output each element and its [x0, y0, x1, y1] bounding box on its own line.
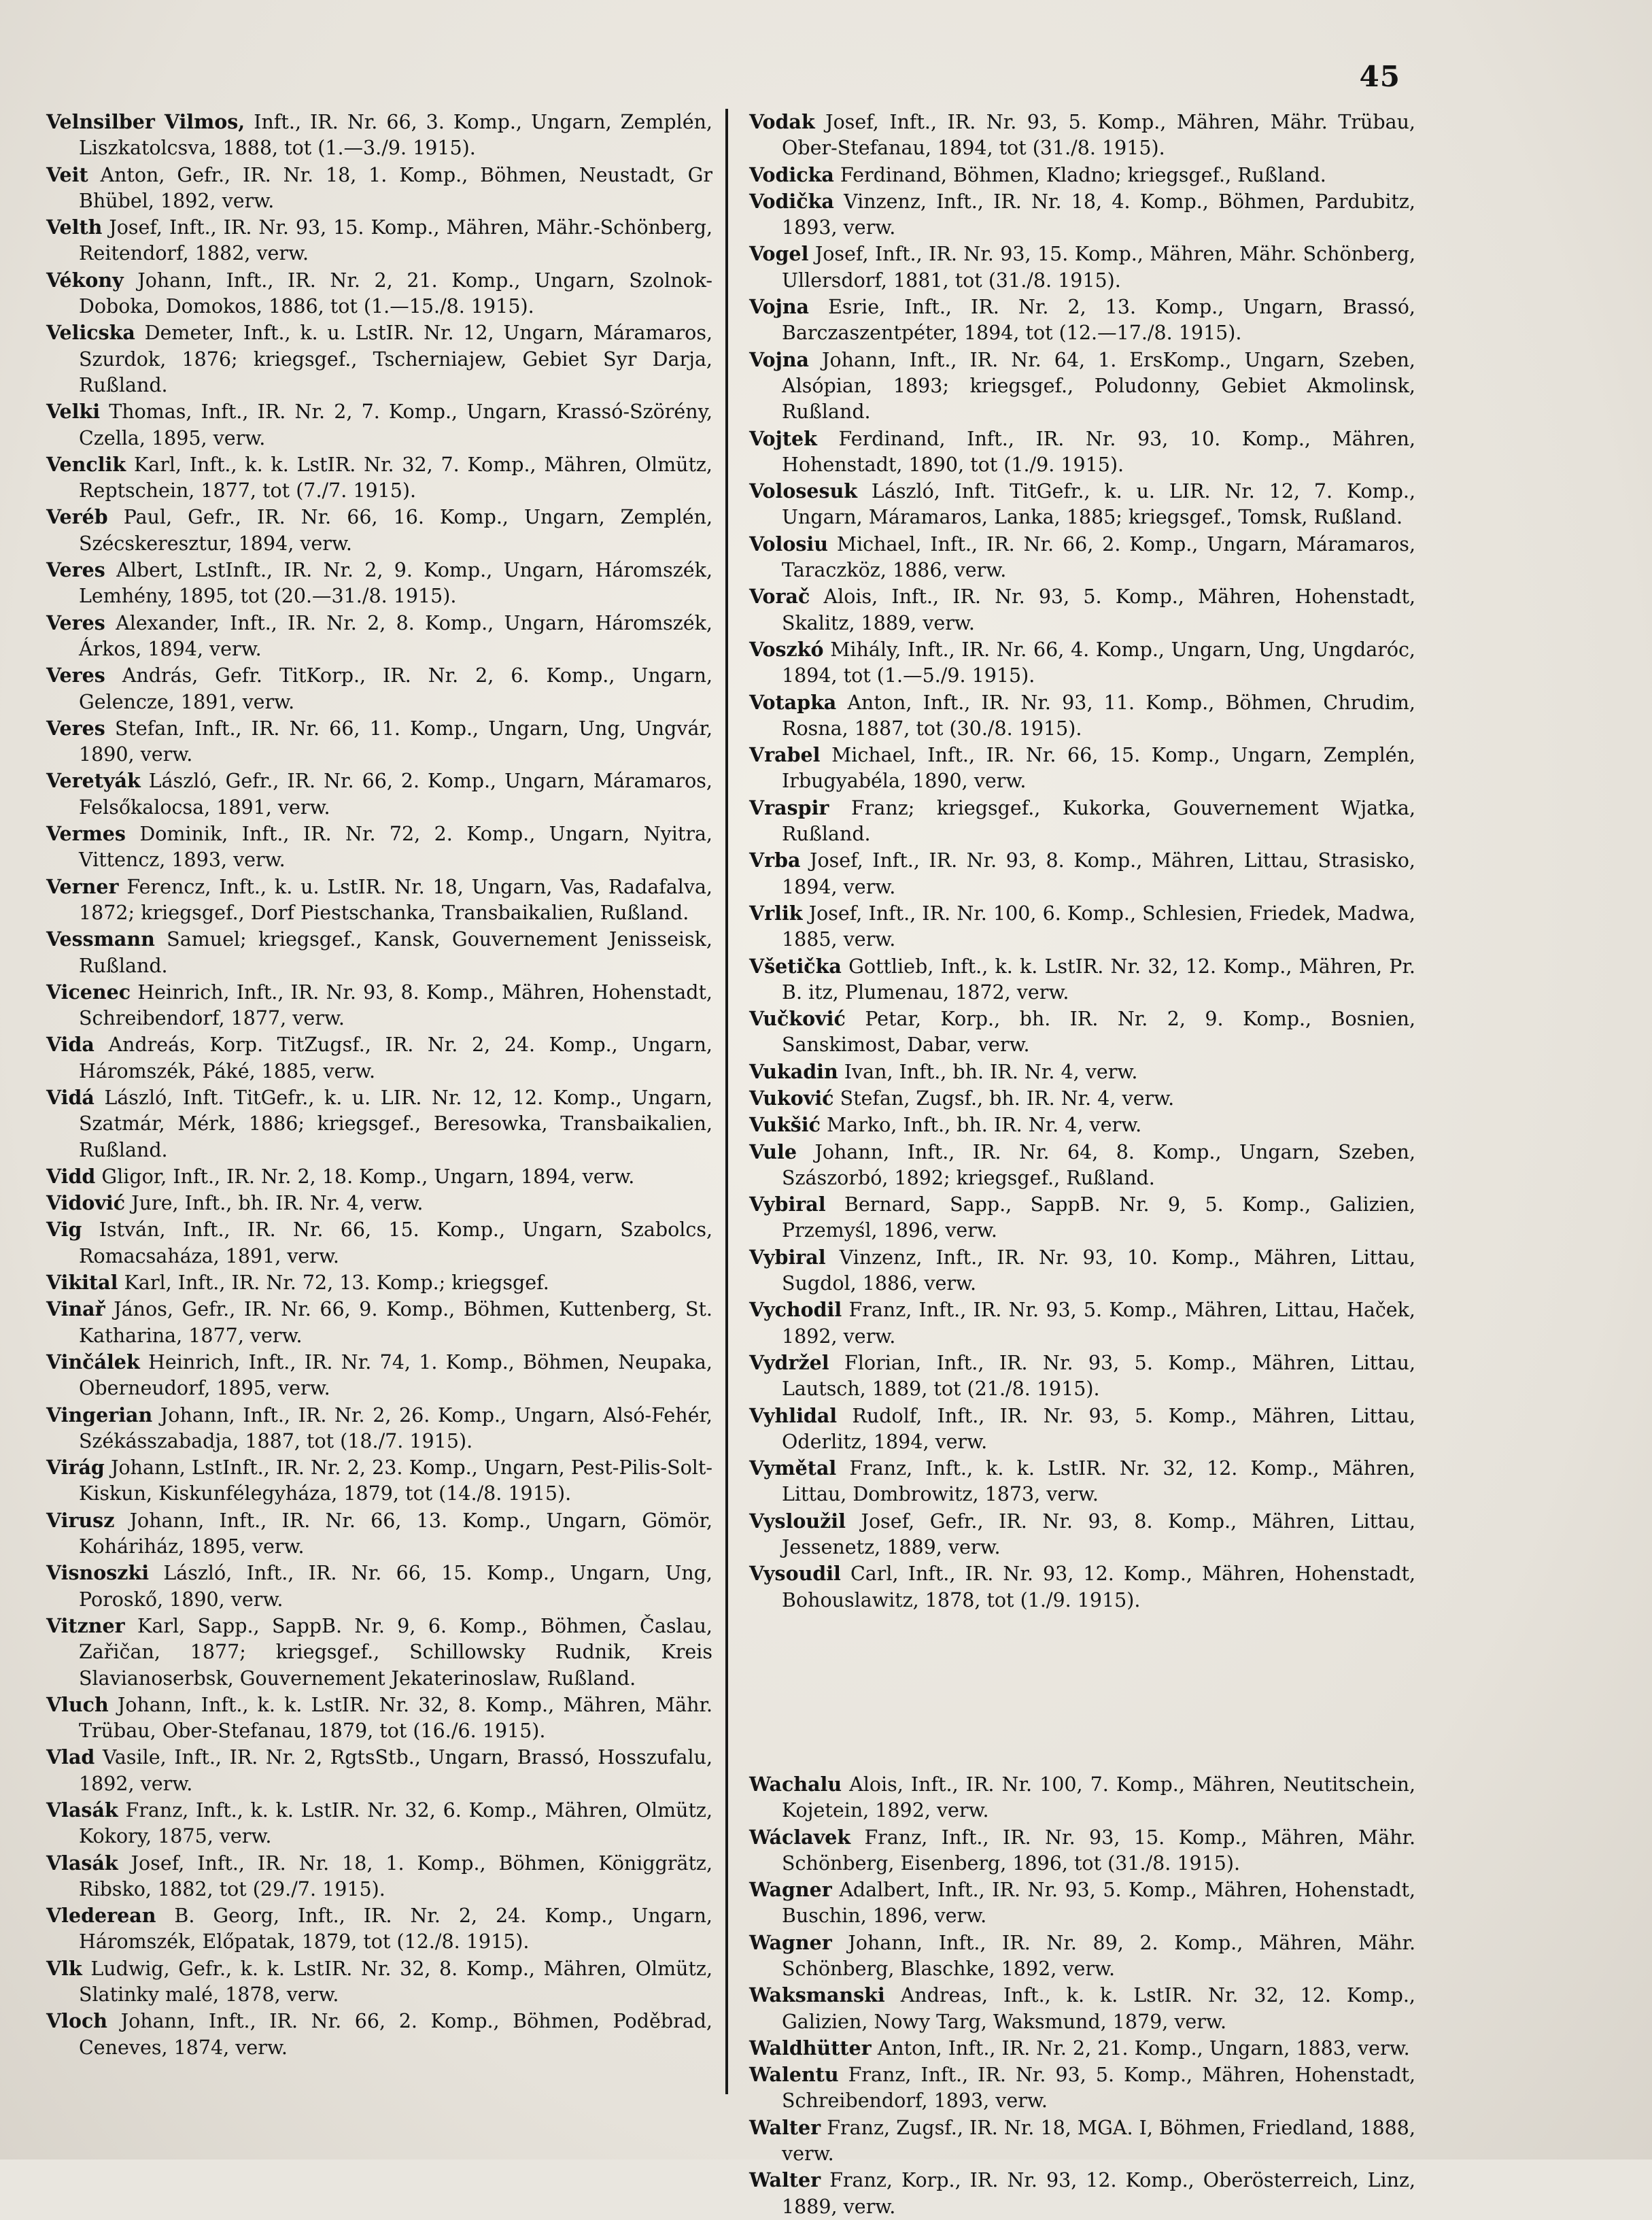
entry-details: Dominik, Inft., IR. Nr. 72, 2. Komp., Ungarn, Nyitra, Vittencz, 1893, verw.: [79, 823, 712, 872]
entry-surname: Vinčálek: [46, 1350, 140, 1373]
register-entry: [749, 1006, 1415, 1059]
register-entry: [46, 398, 712, 451]
entry-surname: Vessmann: [46, 927, 155, 951]
entry-details: Florian, Inft., IR. Nr. 93, 5. Komp., Mähren, Littau, Lautsch, 1889, tot (21./8. 1915).: [782, 1351, 1416, 1401]
right-column: [749, 109, 1415, 2220]
register-entry: [749, 1508, 1415, 1561]
register-entry: [749, 583, 1415, 636]
entry-details: Johann, Inft., IR. Nr. 64, 1. ErsKomp., Ungarn, Szeben, Alsópian, 1893; kriegsgef., Poludonny, Gebiet Akmolinsk, Rußland.: [782, 348, 1415, 424]
register-entry: [749, 162, 1415, 188]
register-entry: [46, 2008, 712, 2061]
entry-details: Thomas, Inft., IR. Nr. 2, 7. Komp., Ungarn, Krassó-Szörény, Czella, 1895, verw.: [79, 400, 712, 449]
entry-details: Carl, Inft., IR. Nr. 93, 12. Komp., Mähren, Hohenstadt, Bohouslawitz, 1878, tot (1./9. 1915).: [782, 1562, 1415, 1611]
entry-surname: Vingerian: [46, 1403, 153, 1427]
register-entry: [46, 504, 712, 557]
entry-surname: Walter: [749, 2115, 821, 2139]
entry-surname: Vrba: [749, 849, 801, 872]
entry-surname: Virusz: [46, 1508, 115, 1532]
entry-surname: Vig: [46, 1218, 82, 1242]
register-entry: [749, 1297, 1415, 1350]
register-entry: [46, 451, 712, 505]
page-number: 45: [1359, 60, 1400, 93]
entry-surname: Velnsilber Vilmos,: [46, 110, 245, 133]
entry-surname: Vojna: [749, 295, 810, 319]
entry-surname: Vojna: [749, 347, 810, 371]
entry-details: Johann, Inft., k. k. LstIR. Nr. 32, 8. Komp., Mähren, Mähr. Trübau, Ober-Stefanau, 1879, tot (16./6. 1915).: [79, 1693, 712, 1743]
register-entry: [46, 610, 712, 663]
entry-surname: Visnoszki: [46, 1561, 150, 1585]
entry-surname: Vlad: [46, 1745, 95, 1769]
entry-surname: Vodak: [749, 110, 815, 133]
register-entry: [46, 1454, 712, 1507]
entry-details: Josef, Inft., IR. Nr. 93, 5. Komp., Mähren, Mähr. Trübau, Ober-Stefanau, 1894, tot (31./8. 1915).: [782, 111, 1415, 160]
entry-details: Vinzenz, Inft., IR. Nr. 18, 4. Komp., Böhmen, Pardubitz, 1893, verw.: [782, 190, 1415, 239]
entry-details: Inft., IR. Nr. 66, 3. Komp., Ungarn, Zemplén, Liszkatolcsva, 1888, tot (1.—3./9. 1915).: [79, 111, 712, 160]
register-entry: [46, 874, 712, 927]
register-entry: [749, 1455, 1415, 1508]
register-entry: [749, 347, 1415, 426]
entry-details: Johann, LstInft., IR. Nr. 2, 23. Komp., Ungarn, Pest-Pilis-Solt-Kiskun, Kiskunfélegyháza, 1879, tot (14./8. 1915).: [79, 1456, 712, 1505]
entry-surname: Vloch: [46, 2009, 108, 2033]
column-divider: [725, 109, 728, 2094]
register-entry: [749, 2167, 1415, 2220]
entry-surname: Vodicka: [749, 163, 834, 186]
entry-details: Josef, Inft., IR. Nr. 93, 15. Komp., Mähren, Mähr. Schönberg, Ullersdorf, 1881, tot (31./8. 1915).: [782, 243, 1416, 292]
entry-surname: Votapka: [749, 690, 837, 714]
entry-surname: Veres: [46, 664, 105, 687]
entry-details: Josef, Inft., IR. Nr. 93, 8. Komp., Mähren, Littau, Strasisko, 1894, verw.: [782, 849, 1415, 898]
entry-details: B. Georg, Inft., IR. Nr. 2, 24. Komp., Ungarn, Háromszék, Előpatak, 1879, tot (12./8. 1915).: [79, 1905, 712, 1953]
entry-details: Johann, Inft., IR. Nr. 2, 21. Komp., Ungarn, Szolnok-Doboka, Domokos, 1886, tot (1.—15./8. 1915).: [79, 269, 713, 318]
entry-details: Gottlieb, Inft., k. k. LstIR. Nr. 32, 12. Komp., Mähren, Pr. B. itz, Plumenau, 1872, verw.: [782, 955, 1415, 1004]
entry-details: Ivan, Inft., bh. IR. Nr. 4, verw.: [844, 1060, 1138, 1083]
entry-details: László, Gefr., IR. Nr. 66, 2. Komp., Ungarn, Máramaros, Felsőkalocsa, 1891, verw.: [79, 770, 712, 819]
left-column: [46, 109, 712, 2061]
register-entry: [46, 1692, 712, 1745]
register-entry: [749, 1560, 1415, 1613]
entry-details: Samuel; kriegsgef., Kansk, Gouvernement Jenisseisk, Rußland.: [79, 928, 712, 977]
register-entry: [749, 900, 1415, 953]
entry-surname: Wáclavek: [749, 1825, 851, 1849]
entry-details: Albert, LstInft., IR. Nr. 2, 9. Komp., Ungarn, Háromszék, Lemhény, 1895, tot (20.—31./8. 1915).: [79, 559, 712, 608]
entry-surname: Walter: [749, 2168, 821, 2192]
entry-details: Johann, Inft., IR. Nr. 2, 26. Komp., Ungarn, Alsó-Fehér, Székásszabadja, 1887, tot (18./7. 1915).: [79, 1403, 712, 1452]
entry-surname: Venclik: [46, 452, 126, 476]
entry-details: László, Inft. TitGefr., k. u. LIR. Nr. 12, 12. Komp., Ungarn, Szatmár, Mérk, 1886; kriegsgef., Beresowka, Transbaikalien, Rußland.: [79, 1086, 712, 1161]
entry-details: Alois, Inft., IR. Nr. 93, 5. Komp., Mähren, Hohenstadt, Skalitz, 1889, verw.: [782, 585, 1415, 634]
register-entry: [46, 320, 712, 398]
entry-surname: Walentu: [749, 2063, 839, 2087]
entry-details: Johann, Inft., IR. Nr. 66, 2. Komp., Böhmen, Poděbrad, Ceneves, 1874, verw.: [79, 2010, 712, 2059]
entry-surname: Vysloužil: [749, 1509, 846, 1533]
entry-surname: Wagner: [749, 1930, 832, 1954]
register-entry: [46, 1613, 712, 1692]
entry-surname: Verner: [46, 874, 119, 898]
entry-surname: Vukšić: [749, 1113, 821, 1137]
entry-surname: Vybiral: [749, 1193, 826, 1216]
register-entry: [749, 1139, 1415, 1192]
entry-details: Demeter, Inft., k. u. LstIR. Nr. 12, Ungarn, Máramaros, Szurdok, 1876; kriegsgef., Tscherniajew, Gebiet Syr Darja, Rußland.: [79, 322, 713, 396]
register-entry: [46, 1507, 712, 1560]
entry-surname: Vogel: [749, 242, 809, 266]
register-entry: [749, 847, 1415, 900]
register-entry: [749, 1877, 1415, 1930]
register-entry: [46, 1956, 712, 2009]
entry-details: Franz, Inft., IR. Nr. 93, 15. Komp., Mähren, Mähr. Schönberg, Eisenberg, 1896, tot (31./8. 1915).: [782, 1826, 1416, 1875]
entry-details: Karl, Inft., IR. Nr. 72, 13. Komp.; kriegsgef.: [124, 1271, 549, 1295]
register-entry: [46, 1349, 712, 1402]
register-entry: [749, 1930, 1415, 1983]
entry-details: János, Gefr., IR. Nr. 66, 9. Komp., Böhmen, Kuttenberg, St. Katharina, 1877, verw.: [79, 1298, 712, 1347]
register-entry: [46, 662, 712, 715]
register-entry: [46, 267, 712, 320]
entry-details: Josef, Inft., IR. Nr. 93, 15. Komp., Mähren, Mähr.-Schönberg, Reitendorf, 1882, verw.: [79, 216, 713, 265]
entry-surname: Vlasák: [46, 1851, 118, 1875]
entry-surname: Vidd: [46, 1164, 96, 1188]
register-entry: [46, 1269, 712, 1296]
register-entry: [749, 1059, 1415, 1085]
entry-surname: Virág: [46, 1456, 105, 1480]
entry-surname: Vitzner: [46, 1613, 125, 1637]
entry-details: László, Inft. TitGefr., k. u. LIR. Nr. 12, 7. Komp., Ungarn, Máramaros, Lanka, 1885; kriegsgef., Tomsk, Rußland.: [782, 480, 1415, 529]
entry-details: Heinrich, Inft., IR. Nr. 93, 8. Komp., Mähren, Hohenstadt, Schreibendorf, 1877, verw.: [79, 980, 712, 1030]
entry-details: Johann, Inft., IR. Nr. 64, 8. Komp., Ungarn, Szeben, Szászorbó, 1892; kriegsgef., Rußland.: [782, 1140, 1416, 1189]
register-entry: [749, 241, 1415, 294]
entry-details: Anton, Inft., IR. Nr. 93, 11. Komp., Böhmen, Chrudim, Rosna, 1887, tot (30./8. 1915).: [782, 691, 1415, 740]
register-entry: [46, 1850, 712, 1903]
entry-details: Andreás, Korp. TitZugsf., IR. Nr. 2, 24. Komp., Ungarn, Háromszék, Páké, 1885, verw.: [79, 1034, 712, 1082]
register-entry: [749, 426, 1415, 479]
register-entry: [46, 1190, 712, 1216]
register-entry: [46, 715, 712, 768]
entry-details: Jure, Inft., bh. IR. Nr. 4, verw.: [131, 1192, 424, 1215]
entry-details: Petar, Korp., bh. IR. Nr. 2, 9. Komp., Bosnien, Sanskimost, Dabar, verw.: [782, 1008, 1416, 1057]
entry-surname: Velicska: [46, 321, 135, 345]
register-entry: [46, 1296, 712, 1349]
entry-surname: Vučković: [749, 1007, 846, 1031]
register-entry: [46, 109, 712, 162]
entry-details: Franz, Inft., IR. Nr. 93, 5. Komp., Mähren, Littau, Haček, 1892, verw.: [782, 1299, 1415, 1348]
register-entry: [749, 953, 1415, 1006]
entry-surname: Vymětal: [749, 1456, 837, 1480]
register-entry: [749, 795, 1415, 848]
entry-details: Bernard, Sapp., SappB. Nr. 9, 5. Komp., Galizien, Przemyśl, 1896, verw.: [782, 1193, 1415, 1242]
register-entry: [749, 294, 1415, 347]
entry-surname: Voszkó: [749, 637, 824, 661]
entry-surname: Vysoudil: [749, 1562, 841, 1586]
register-entry: [749, 109, 1415, 162]
register-entry: [749, 1403, 1415, 1456]
entry-surname: Vraspir: [749, 796, 829, 819]
entry-details: Heinrich, Inft., IR. Nr. 74, 1. Komp., Böhmen, Neupaka, Oberneudorf, 1895, verw.: [79, 1350, 712, 1400]
register-entry: [46, 1797, 712, 1850]
entry-surname: Veres: [46, 558, 105, 582]
entry-surname: Vuković: [749, 1086, 834, 1110]
entry-details: Ferdinand, Inft., IR. Nr. 93, 10. Komp., Mähren, Hohenstadt, 1890, tot (1./9. 1915).: [782, 427, 1416, 476]
entry-surname: Vlk: [46, 1956, 82, 1980]
entry-details: Franz, Inft., k. k. LstIR. Nr. 32, 6. Komp., Mähren, Olmütz, Kokory, 1875, verw.: [79, 1799, 713, 1848]
entry-surname: Volosesuk: [749, 479, 858, 503]
register-entry: [46, 1163, 712, 1190]
entry-surname: Vrabel: [749, 743, 821, 767]
entry-details: Vinzenz, Inft., IR. Nr. 93, 10. Komp., Mähren, Littau, Sugdol, 1886, verw.: [782, 1246, 1416, 1295]
entry-details: Mihály, Inft., IR. Nr. 66, 4. Komp., Ungarn, Ung, Ungdaróc, 1894, tot (1.—5./9. 1915).: [782, 638, 1415, 687]
register-entry: [749, 1244, 1415, 1297]
entry-details: Josef, Inft., IR. Nr. 100, 6. Komp., Schlesien, Friedek, Madwa, 1885, verw.: [782, 902, 1415, 951]
entry-details: Alexander, Inft., IR. Nr. 2, 8. Komp., Ungarn, Háromszék, Árkos, 1894, verw.: [79, 611, 712, 660]
register-entry: [749, 1771, 1415, 1824]
register-entry: [46, 1216, 712, 1269]
entry-details: Adalbert, Inft., IR. Nr. 93, 5. Komp., Mähren, Hohenstadt, Buschin, 1896, verw.: [782, 1879, 1415, 1928]
entry-details: Ludwig, Gefr., k. k. LstIR. Nr. 32, 8. Komp., Mähren, Olmütz, Slatinky malé, 1878, verw.: [79, 1957, 712, 2006]
entry-details: Stefan, Inft., IR. Nr. 66, 11. Komp., Ungarn, Ung, Ungvár, 1890, verw.: [79, 717, 712, 766]
entry-details: Johann, Inft., IR. Nr. 66, 13. Komp., Ungarn, Gömör, Koháriház, 1895, verw.: [79, 1509, 713, 1558]
entry-details: Karl, Inft., k. k. LstIR. Nr. 32, 7. Komp., Mähren, Olmütz, Reptschein, 1877, tot (7./7. 1915).: [79, 453, 712, 502]
entry-details: Franz, Inft., IR. Nr. 93, 5. Komp., Mähren, Hohenstadt, Schreibendorf, 1893, verw.: [782, 2064, 1416, 2113]
entry-surname: Veretyák: [46, 769, 141, 793]
entry-details: Michael, Inft., IR. Nr. 66, 15. Komp., Ungarn, Zemplén, Irbugyabéla, 1890, verw.: [782, 744, 1415, 793]
entry-surname: Vydržel: [749, 1350, 829, 1374]
entry-surname: Veréb: [46, 505, 108, 529]
entry-surname: Vrlik: [749, 901, 803, 925]
entry-surname: Vlederean: [46, 1904, 156, 1928]
entry-details: Karl, Sapp., SappB. Nr. 9, 6. Komp., Böhmen, Časlau, Zařičan, 1877; kriegsgef., Schillowsky Rudnik, Kreis Slavianoserbsk, Gouvernement Jekaterinoslaw, Rußland.: [79, 1614, 712, 1690]
entry-surname: Velth: [46, 216, 103, 239]
register-entry: [749, 1191, 1415, 1244]
entry-details: Stefan, Zugsf., bh. IR. Nr. 4, verw.: [840, 1087, 1175, 1110]
entry-surname: Vorač: [749, 585, 810, 609]
register-entry: [46, 979, 712, 1032]
register-entry: [46, 1902, 712, 1956]
entry-surname: Vinař: [46, 1297, 105, 1321]
entry-details: Marko, Inft., bh. IR. Nr. 4, verw.: [827, 1114, 1142, 1137]
entry-surname: Vikital: [46, 1271, 118, 1295]
register-entry: [749, 2035, 1415, 2062]
entry-details: Josef, Gefr., IR. Nr. 93, 8. Komp., Mähren, Littau, Jessenetz, 1889, verw.: [782, 1509, 1416, 1559]
entry-surname: Wachalu: [749, 1772, 842, 1796]
entry-surname: Vukadin: [749, 1059, 838, 1083]
register-entry: [749, 689, 1415, 742]
register-entry: [749, 1085, 1415, 1112]
entry-surname: Volosiu: [749, 532, 828, 556]
entry-surname: Vodička: [749, 189, 834, 213]
entry-surname: Waldhütter: [749, 2036, 872, 2060]
entry-surname: Velki: [46, 400, 101, 424]
register-entry: [46, 821, 712, 874]
register-entry: [46, 768, 712, 821]
entry-details: Franz, Zugsf., IR. Nr. 18, MGA. I, Böhmen, Friedland, 1888, verw.: [782, 2116, 1415, 2166]
entry-surname: Vida: [46, 1033, 94, 1057]
entry-surname: Veres: [46, 716, 105, 740]
entry-surname: Vlasák: [46, 1798, 118, 1822]
entry-surname: Vyhlidal: [749, 1403, 838, 1427]
entry-details: Ferdinand, Böhmen, Kladno; kriegsgef., Rußland.: [840, 163, 1326, 186]
entry-details: Gligor, Inft., IR. Nr. 2, 18. Komp., Ungarn, 1894, verw.: [101, 1165, 635, 1188]
entry-details: Rudolf, Inft., IR. Nr. 93, 5. Komp., Mähren, Littau, Oderlitz, 1894, verw.: [782, 1404, 1415, 1453]
register-entry: [46, 1402, 712, 1455]
register-entry: [749, 636, 1415, 689]
register-entry: [749, 1982, 1415, 2035]
register-entry: [46, 926, 712, 979]
register-entry: [46, 1031, 712, 1085]
register-entry: [46, 1085, 712, 1163]
right-column-v-entries: [749, 109, 1415, 1613]
register-entry: [749, 1824, 1415, 1877]
register-entry: [749, 478, 1415, 531]
register-entry: [46, 1744, 712, 1797]
register-entry: [46, 1560, 712, 1613]
entry-details: Franz, Inft., k. k. LstIR. Nr. 32, 12. Komp., Mähren, Littau, Dombrowitz, 1873, verw.: [782, 1457, 1415, 1506]
right-column-w-entries: [749, 1771, 1415, 2220]
entry-details: Esrie, Inft., IR. Nr. 2, 13. Komp., Ungarn, Brassó, Barczaszentpéter, 1894, tot (12.—17./8. 1915).: [782, 296, 1415, 345]
entry-details: Ferencz, Inft., k. u. LstIR. Nr. 18, Ungarn, Vas, Radafalva, 1872; kriegsgef., Dorf Piestschanka, Transbaikalien, Rußland.: [79, 875, 712, 924]
register-entry: [749, 188, 1415, 241]
register-entry: [46, 557, 712, 610]
entry-details: Michael, Inft., IR. Nr. 66, 2. Komp., Ungarn, Máramaros, Taraczköz, 1886, verw.: [782, 532, 1415, 582]
entry-surname: Vicenec: [46, 980, 131, 1004]
section-gap: [749, 1613, 1415, 1771]
entry-details: Alois, Inft., IR. Nr. 100, 7. Komp., Mähren, Neutitschein, Kojetein, 1892, verw.: [782, 1773, 1416, 1822]
entry-surname: Veit: [46, 163, 88, 186]
entry-details: Andreas, Inft., k. k. LstIR. Nr. 32, 12. Komp., Galizien, Nowy Targ, Waksmund, 1879, verw.: [782, 1984, 1415, 2033]
entry-surname: Vojtek: [749, 426, 817, 450]
entry-surname: Vékony: [46, 268, 124, 292]
entry-details: Johann, Inft., IR. Nr. 89, 2. Komp., Mähren, Mähr. Schönberg, Blaschke, 1892, verw.: [782, 1931, 1416, 1980]
entry-details: László, Inft., IR. Nr. 66, 15. Komp., Ungarn, Ung, Poroskő, 1890, verw.: [79, 1562, 712, 1611]
entry-details: István, Inft., IR. Nr. 66, 15. Komp., Ungarn, Szabolcs, Romacsaháza, 1891, verw.: [79, 1218, 712, 1267]
register-entry: [46, 162, 712, 215]
entry-surname: Vybiral: [749, 1245, 826, 1269]
entry-details: Vasile, Inft., IR. Nr. 2, RgtsStb., Ungarn, Brassó, Hosszufalu, 1892, verw.: [79, 1746, 713, 1795]
entry-surname: Vule: [749, 1140, 797, 1163]
entry-details: Paul, Gefr., IR. Nr. 66, 16. Komp., Ungarn, Zemplén, Szécskeresztur, 1894, verw.: [79, 506, 712, 555]
entry-surname: Vermes: [46, 822, 126, 846]
register-entry: [749, 531, 1415, 584]
entry-surname: Vychodil: [749, 1298, 842, 1322]
register-entry: [749, 742, 1415, 795]
register-entry: [46, 214, 712, 267]
entry-details: András, Gefr. TitKorp., IR. Nr. 2, 6. Komp., Ungarn, Gelencze, 1891, verw.: [79, 664, 713, 713]
entry-surname: Vidović: [46, 1191, 126, 1215]
entry-details: Franz, Korp., IR. Nr. 93, 12. Komp., Oberösterreich, Linz, 1889, verw.: [782, 2169, 1415, 2218]
entry-surname: Veres: [46, 611, 105, 634]
entry-surname: Všetička: [749, 954, 842, 978]
entry-surname: Vidá: [46, 1085, 94, 1109]
entry-surname: Wagner: [749, 1878, 832, 1902]
entry-surname: Vluch: [46, 1692, 109, 1716]
entry-details: Anton, Gefr., IR. Nr. 18, 1. Komp., Böhmen, Neustadt, Gr Bhübel, 1892, verw.: [79, 163, 712, 212]
register-entry: [749, 2062, 1415, 2115]
register-entry: [749, 1112, 1415, 1138]
register-entry: [749, 1350, 1415, 1403]
entry-details: Josef, Inft., IR. Nr. 18, 1. Komp., Böhmen, Königgrätz, Ribsko, 1882, tot (29./7. 1915).: [79, 1851, 712, 1900]
entry-details: Anton, Inft., IR. Nr. 2, 21. Komp., Ungarn, 1883, verw.: [877, 2036, 1410, 2060]
entry-surname: Waksmanski: [749, 1983, 885, 2007]
entry-details: Franz; kriegsgef., Kukorka, Gouvernement Wjatka, Rußland.: [782, 796, 1416, 846]
